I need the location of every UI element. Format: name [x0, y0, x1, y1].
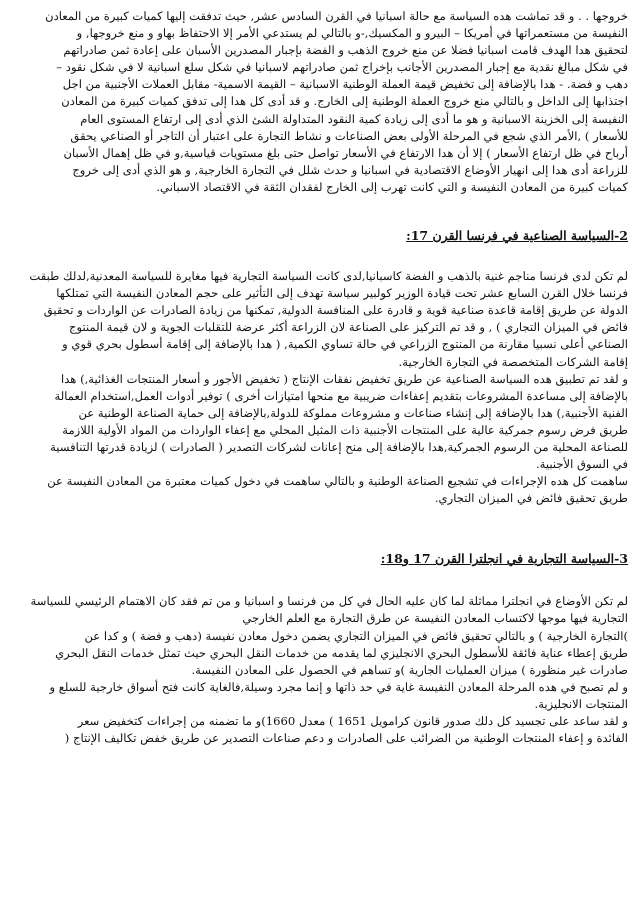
text-line: لم تكن الأوضاع في انجلترا مماثلة لما كان عليه الحال في كل من فرنسا و اسبانيا و من تم فقد كان الاهتمام الرئيسي للسياسة — [30, 594, 628, 609]
text-line: و لقد ساعد على تجسيد كل دلك صدور قانون كرامويل 1651 ) معدل 1660)و ما تضمنه من إجراءات كتخفيض سعر — [77, 714, 628, 728]
text-line: صادرات غير منظورة ) ميزان العمليات الجارية )و تساهم في الحصول على المعادن النفيسة. — [191, 662, 628, 677]
text-line: طريق تحقيق فائض في الميزان التجاري. — [434, 491, 628, 506]
text-line: دهب و فضة. - هدا بالإضافة إلى تخفيض قيمة العملة الوطنية الاسبانية – القيمة الاسمية- مقابل العملات الأجنبية من اجل — [62, 77, 628, 92]
text-line: الفنية الأجنبية,) هدا بالإضافة إلى إنشاء صناعات و مشروعات مملوكة للدولة,بالإضافة إلى حماية الصناعة الوطنية عن — [78, 405, 628, 420]
text-line: الدولة عن طريق إقامة قاعدة صناعية قوية و قادرة على المنافسة الدولية, تمكنها من زيادة الصادرات عن الواردات و تحقيق — [43, 303, 628, 318]
text-line: و لم تصبح في هده المرحلة المعادن النفيسة غاية في حد ذاتها و إنما مجرد وسيلة,فالغاية كانت فتح أسواق خارجية للسلع و — [49, 679, 628, 694]
intro-paragraph — [10, 8, 628, 196]
text-line: فائض في الميزان التجاري ) , و قد تم التركيز على الصناعة لان الزراعة أكثر عرضة للتقلبات الجوية و لان قيمة المنتوج — [68, 320, 628, 335]
text-line: )التجارة الخارجية ) و بالتالي تحقيق فائض في الميزان التجاري يضمن دخول معادن نفيسة (دهب و فضة ) و كدا عن — [84, 628, 628, 643]
text-line: إقامة الشركات المتخصصة في التجارة الخارجية. — [398, 354, 628, 369]
text-line: النفيسة من مستعمراتها في أمريكا – البيرو و المكسيك,-و بالتالي لم يستدعي الأمر إلا الاحتفاظ بهاو و منع خروجها, و — [76, 26, 628, 41]
text-line: اجتذابها إلى الداخل و بالتالي منع خروج العملة الوطنية إلى الخارج. و قد أدى كل هدا إلى تدفق كميات كبيرة من المعادن — [61, 94, 628, 109]
text-line: ساهمت كل هده الإجراءات في تشجيع الصناعة الوطنية و بالتالي ساهمت في دخول كميات معتبرة من المعادن النفيسة عن — [47, 474, 628, 489]
text-line: فرنسا خلال القرن السابع عشر تحت قيادة الوزير كولبير سياسة تهدف إلى التأثير على حجم المعادن النفيسة التي تمتلكها — [56, 286, 628, 301]
text-line: لم تكن لدى فرنسا مناجم غنية بالذهب و الفضة كاسبانيا,لدى كانت السياسة التجارية فيها مغايرة للسياسة المعدنية,لدلك طبقت — [29, 269, 628, 284]
text-line: كميات كبيرة من المعادن النفيسة و التي كانت تهرب إلى الخارج لفقدان الثقة في الاقتصاد الاسباني. — [156, 179, 628, 194]
text-line: لتحقيق هدا الهدف قامت اسبانيا فضلا عن منع خروج الذهب و الفضة بإجبار المصدرين الأسبان على إعادة ثمن صادراتهم — [63, 43, 628, 58]
text-line: المنتجات الانجليزية. — [534, 696, 628, 711]
text-line: التجارية فيها موجها لاكتساب المعادن النفيسة عن طرق التجارة مع العلم الخارجي — [242, 611, 628, 626]
text-line: للأسعار ) ,الأمر الذي شجع في المرحلة الأولى بعض الصناعات و نشاط التجارة على اعتبار أن التاجر أو الصناعي يحقق — [70, 128, 628, 143]
text-line: طريق فرض رسوم جمركية عالية على المنتجات الأجنبية ذات المثيل المحلي مع إعفاء الواردات من المواد الأولية اللازمة — [62, 422, 628, 437]
text-line: و لقد تم تطبيق هده السياسة الصناعية عن طريق تخفيض نفقات الإنتاج ( تخفيض الأجور و أسعار المنتجات الغذائية,) هدا — [60, 371, 628, 386]
section-3-heading: 3-السياسة التجارية في انجلترا القرن 17 و18: — [380, 551, 628, 567]
text-line: بالإضافة إلى مساعدة المشروعات بتقديم إعفاءات ضريبية مع منحها امتيازات أخرى ) توفير أدوات العمل,استخدام العمالة — [54, 388, 628, 403]
text-line: طريق إعطاء عناية فائقة للأسطول البحري الانجليزي لما يقدمه من خدمات النقل البحري حيث تمثل خدمات النقل البحري — [55, 645, 628, 660]
text-line: أرباح في ظل ارتفاع الأسعار ) إلا أن هدا الارتفاع في الأسعار تواصل حتى بلغ مستويات قياسية,و في ظل إهمال الأسبان — [63, 145, 628, 160]
text-line: الصناعي أعلى نسبيا مقارنة من المنتوج الزراعي في حالة تساوي الكمية, ( هدا بالإضافة إلى إقامة أسطول بحري قوي و — [62, 337, 628, 352]
text-line: للزراعة أدى هدا إلى انهيار الأوضاع الاقتصادية في اسبانيا و حدث شلل في التجارة الخارجية, و هو الذي أدى إلى خروج — [72, 162, 628, 177]
text-line: خروجها . . و قد تماشت هده السياسة مع حالة اسبانيا في القرن السادس عشر, حيث تدفقت إليها كميات كبيرة من المعادن — [45, 9, 628, 23]
document-page — [10, 8, 628, 903]
section-2-body — [10, 268, 628, 507]
text-line: الفائدة و إعفاء المنتجات الوطنية من الضرائب على الصادرات و دعم صناعات التصدير عن طريق خفض تكاليف الإنتاج ( — [64, 731, 628, 746]
text-line: في السوق الأجنبية. — [535, 457, 628, 472]
section-2-heading: 2-السياسة الصناعية في فرنسا القرن 17: — [406, 228, 628, 244]
text-line: للصناعة المحلية من الرسوم الجمركية,هدا بالإضافة إلى منح إعانات لشركات التصدير ( الصادرات ) لزيادة قدرتها التنافسية — [50, 439, 628, 454]
section-3-body — [10, 593, 628, 747]
text-line: في شكل مبالغ نقدية مع إجبار المصدرين الأجانب بإخراج ثمن صادراتهم لاسبانيا في شكل سلع اسبانية لا في شكل نقود – — [56, 60, 628, 75]
text-line: النفيسة إلى الخزينة الاسبانية و هو ما أدى إلى زيادة كمية النقود المتداولة الشئ الذي أدى إلى ارتفاع المستوى العام — [80, 111, 628, 126]
